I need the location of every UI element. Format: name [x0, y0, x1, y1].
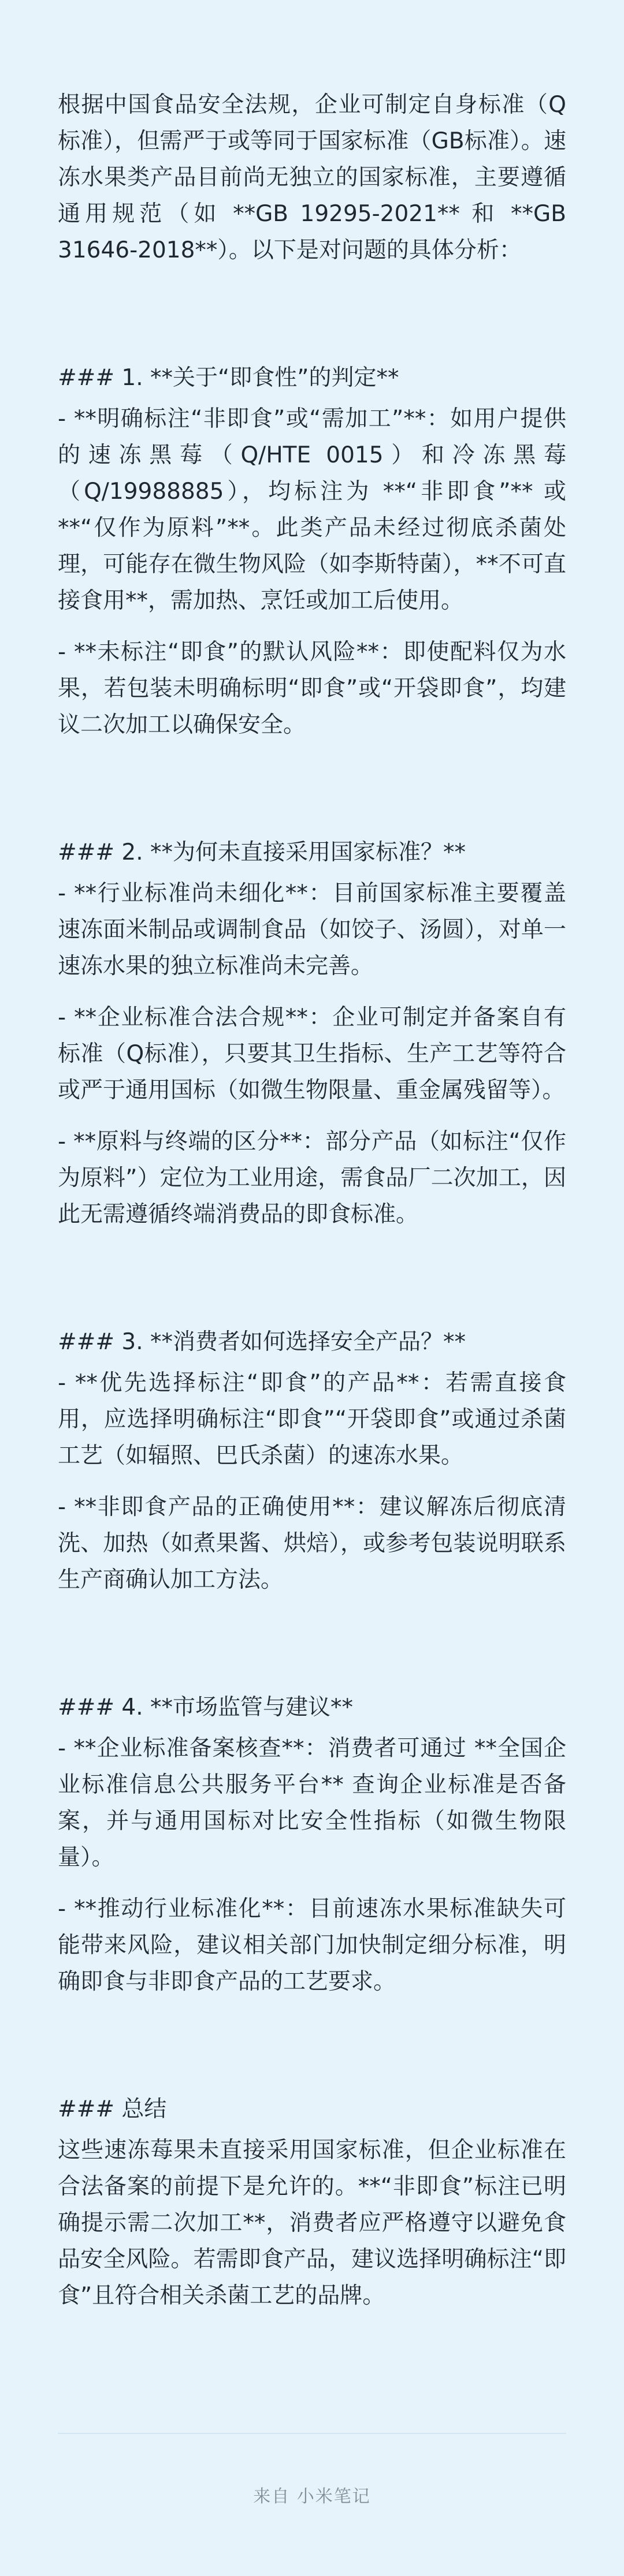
footer-divider	[58, 2433, 566, 2434]
section-heading: ### 总结	[58, 2096, 167, 2122]
summary-section	[58, 2091, 566, 2314]
section-heading: ### 4. **市场监管与建议**	[58, 1694, 354, 1720]
list-item: - **企业标准合法合规**：企业可制定并备案自有标准（Q标准），只要其卫生指标、生产工艺等符合或严于通用国标（如微生物限量、重金属残留等）。	[58, 1005, 566, 1103]
list-item: - **明确标注“非即食”或“需加工”**：如用户提供的速冻黑莓（Q/HTE 0015）和冷冻黑莓（Q/19988885），均标注为 **“非即食”** 或 **“仅作为原料”**。此类产品未经过彻底杀菌处理，可能存在微生物风险（如李斯特菌），**不可直接食用**，需加热、烹饪或加工后使用。	[58, 406, 566, 614]
list-item: - **企业标准备案核查**：消费者可通过 **全国企业标准信息公共服务平台** 查询企业标准是否备案，并与通用国标对比安全性指标（如微生物限量）。	[58, 1735, 566, 1871]
list-item: - **行业标准尚未细化**：目前国家标准主要覆盖速冻面米制品或调制食品（如饺子、汤圆），对单一速冻水果的独立标准尚未完善。	[58, 880, 566, 979]
section-heading: ### 1. **关于“即食性”的判定**	[58, 365, 399, 391]
section-heading: ### 3. **消费者如何选择安全产品？**	[58, 1329, 466, 1355]
section-1	[58, 360, 566, 743]
section-4	[58, 1689, 566, 2000]
list-item: - **推动行业标准化**：目前速冻水果标准缺失可能带来风险，建议相关部门加快制定细分标准，明确即食与非即食产品的工艺要求。	[58, 1896, 566, 1995]
list-item: - **非即食产品的正确使用**：建议解冻后彻底清洗、加热（如煮果酱、烘焙），或参考包装说明联系生产商确认加工方法。	[58, 1494, 566, 1593]
note-content	[58, 87, 566, 2329]
intro-paragraph: 根据中国食品安全法规，企业可制定自身标准（Q标准），但需严于或等同于国家标准（GB标准）。速冻水果类产品目前尚无独立的国家标准，主要遵循通用规范（如 **GB 19295-2021** 和 **GB 31646-2018**）。以下是对问题的具体分析：	[58, 92, 566, 263]
list-item: - **原料与终端的区分**：部分产品（如标注“仅作为原料”）定位为工业用途，需食品厂二次加工，因此无需遵循终端消费品的即食标准。	[58, 1129, 566, 1227]
section-2	[58, 834, 566, 1233]
section-heading: ### 2. **为何未直接采用国家标准？**	[58, 839, 466, 865]
section-3	[58, 1324, 566, 1598]
footer-source: 来自 小米笔记	[253, 2487, 371, 2507]
list-item: - **优先选择标注“即食”的产品**：若需直接食用，应选择明确标注“即食”“开袋即食”或通过杀菌工艺（如辐照、巴氏杀菌）的速冻水果。	[58, 1370, 566, 1469]
list-item: - **未标注“即食”的默认风险**：即使配料仅为水果，若包装未明确标明“即食”或“开袋即食”，均建议二次加工以确保安全。	[58, 639, 566, 738]
summary-paragraph: 这些速冻莓果未直接采用国家标准，但企业标准在合法备案的前提下是允许的。**“非即食”标注已明确提示需二次加工**，消费者应严格遵守以避免食品安全风险。若需即食产品，建议选择明确标注“即食”且符合相关杀菌工艺的品牌。	[58, 2137, 566, 2309]
